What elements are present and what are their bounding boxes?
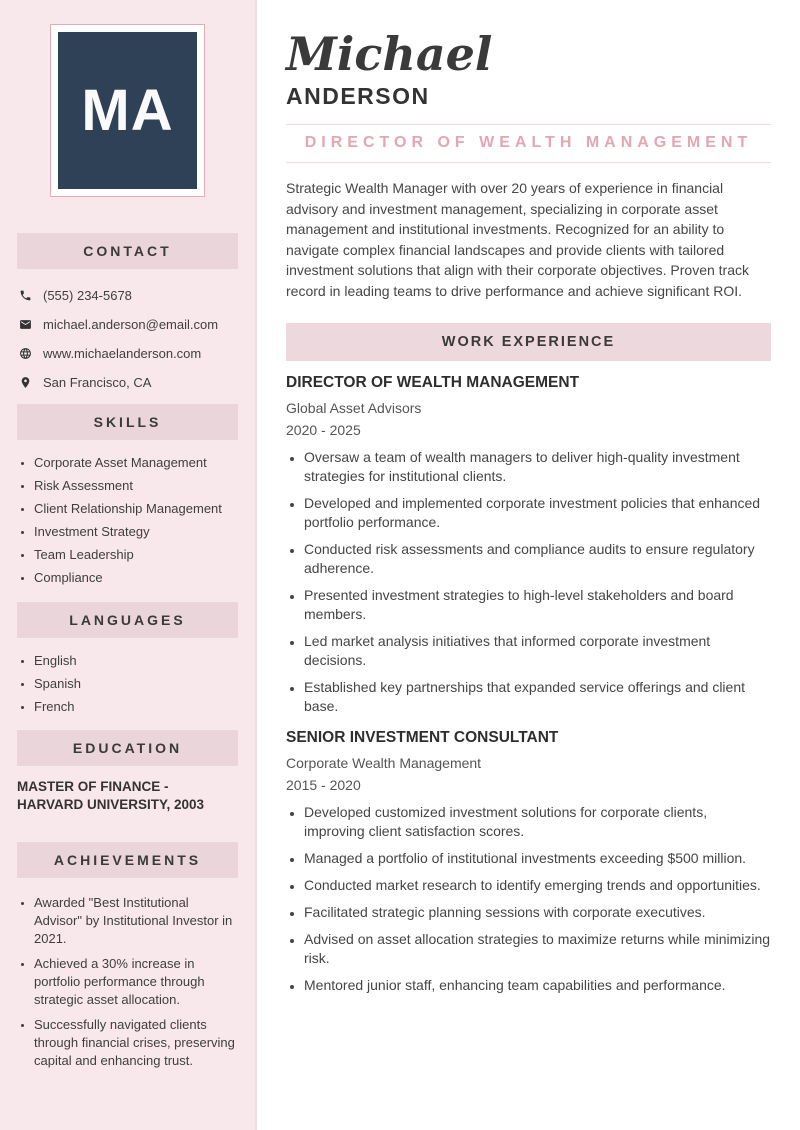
education-section-title: EDUCATION [17,730,238,766]
globe-icon [19,347,32,360]
contact-list [19,288,238,390]
job-bullet: • Developed customized investment solutions for corporate clients, improving client satisfaction scores. [304,803,771,841]
monogram-frame [50,24,205,197]
job-entry [286,729,771,995]
job-bullet-list [287,803,771,995]
languages-list [21,654,238,713]
contact-item-text: San Francisco, CA [43,375,152,390]
job-bullet: • Facilitated strategic planning sessions with corporate executives. [304,903,771,922]
first-name: Michael [286,27,493,81]
contact-item-location [19,375,238,390]
skill-item: • Corporate Asset Management [34,456,238,469]
language-item: • French [34,700,238,713]
headline-title: DIRECTOR OF WEALTH MANAGEMENT [304,134,753,151]
job-bullet: • Mentored junior staff, enhancing team capabilities and performance. [304,976,771,995]
achievements-section-title: ACHIEVEMENTS [17,842,238,878]
sidebar [0,0,257,1130]
skills-section-title: SKILLS [17,404,238,440]
contact-item-text: www.michaelanderson.com [43,346,202,361]
professional-summary: Strategic Wealth Manager with over 20 years of experience in financial advisory and investment management, specializing in corporate asset management and institutional investments. Recognized for an ability to navigate complex financial landscapes and provide clients with tailored investment solutions that align with their corporate objectives. Proven track record in leading teams to drive performance and achieve significant ROI. [286,180,750,299]
job-bullet: • Conducted risk assessments and compliance audits to ensure regulatory adherence. [304,540,771,578]
email-icon [19,318,32,331]
monogram-box [58,32,197,189]
job-dates: 2020 - 2025 [286,422,361,438]
skill-item: • Team Leadership [34,548,238,561]
job-entry [286,374,771,716]
headline-rule-bottom [286,162,771,163]
job-company: Corporate Wealth Management [286,755,482,771]
contact-item-text: michael.anderson@email.com [43,317,219,332]
main-column [257,0,800,1130]
job-bullet: • Developed and implemented corporate investment policies that enhanced portfolio performance. [304,494,771,532]
job-title: DIRECTOR OF WEALTH MANAGEMENT [286,374,580,391]
achievement-item: • Awarded "Best Institutional Advisor" by Institutional Investor in 2021. [34,894,238,948]
job-bullet-list [287,448,771,716]
last-name: ANDERSON [286,83,430,109]
contact-item-website [19,346,238,361]
contact-item-email [19,317,238,332]
headline-block [286,124,771,163]
job-bullet: • Established key partnerships that expanded service offerings and client base. [304,678,771,716]
skills-list [21,456,238,584]
job-bullet: • Led market analysis initiatives that informed corporate investment decisions. [304,632,771,670]
achievement-item: • Successfully navigated clients through financial crises, preserving capital and enhancing trust. [34,1016,238,1070]
job-bullet: • Managed a portfolio of institutional investments exceeding $500 million. [304,849,771,868]
job-dates: 2015 - 2020 [286,777,361,793]
job-bullet: • Oversaw a team of wealth managers to deliver high-quality investment strategies for institutional clients. [304,448,771,486]
language-item: • Spanish [34,677,238,690]
location-icon [19,376,32,389]
job-bullet: • Advised on asset allocation strategies to maximize returns while minimizing risk. [304,930,771,968]
skill-item: • Client Relationship Management [34,502,238,515]
skill-item: • Risk Assessment [34,479,238,492]
phone-icon [19,289,32,302]
monogram-initials: MA [81,78,174,143]
skill-item: • Compliance [34,571,238,584]
job-bullet: • Presented investment strategies to high-level stakeholders and board members. [304,586,771,624]
skill-item: • Investment Strategy [34,525,238,538]
languages-section-title: LANGUAGES [17,602,238,638]
achievements-list [21,894,238,1070]
job-company: Global Asset Advisors [286,400,422,416]
job-bullet: • Conducted market research to identify emerging trends and opportunities. [304,876,771,895]
contact-item-text: (555) 234-5678 [43,288,132,303]
work-experience-header: WORK EXPERIENCE [286,323,771,361]
achievement-item: • Achieved a 30% increase in portfolio performance through strategic asset allocation. [34,955,238,1009]
contact-section-title: CONTACT [17,233,238,269]
language-item: • English [34,654,238,667]
education-degree: MASTER OF FINANCE - HARVARD UNIVERSITY, 2003 [17,779,205,812]
job-title: SENIOR INVESTMENT CONSULTANT [286,729,559,746]
contact-item-phone [19,288,238,303]
